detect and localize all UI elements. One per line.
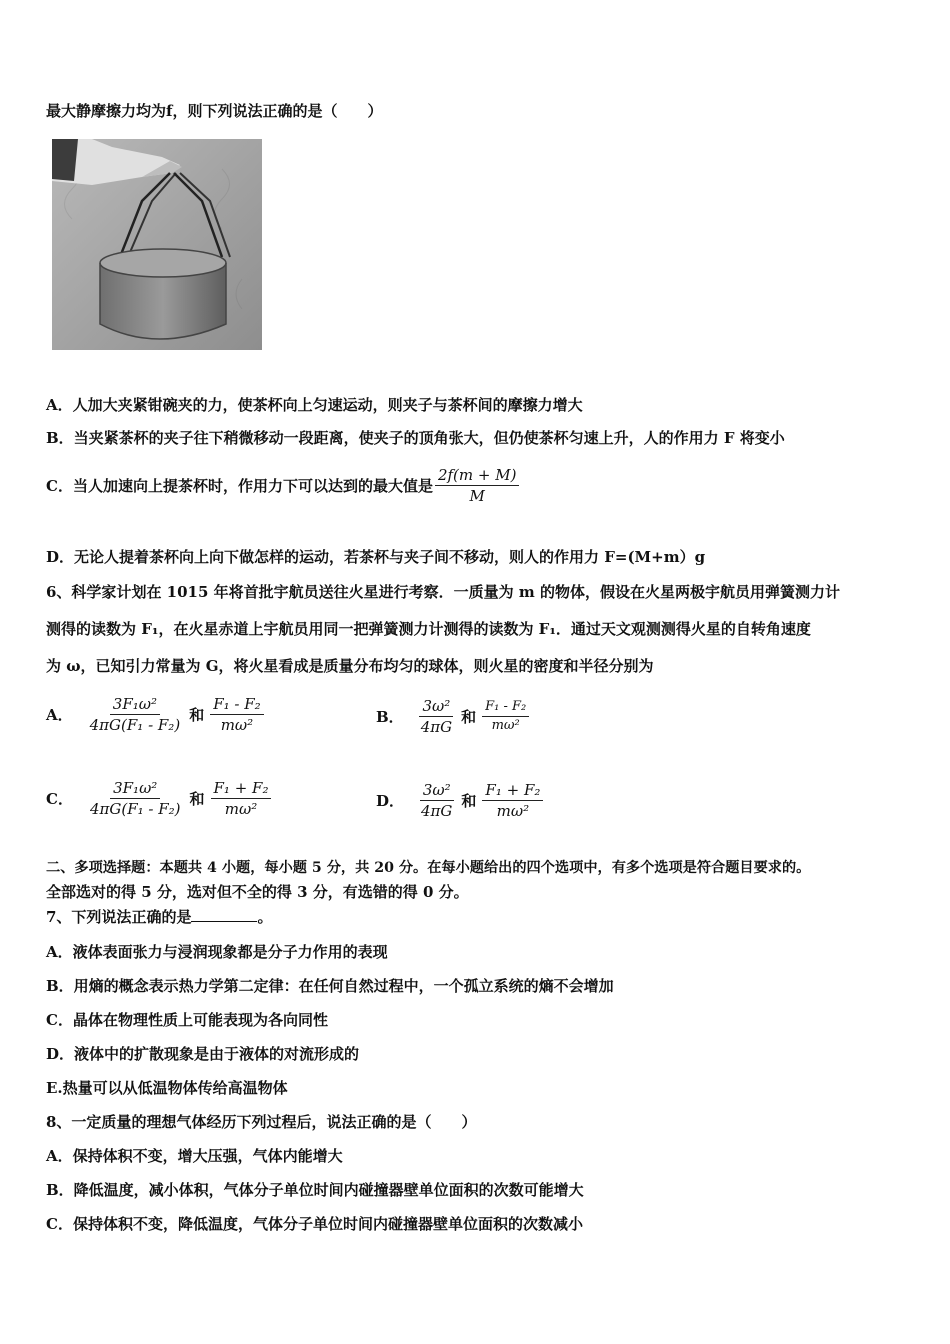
q6-stem-line-3: 为 ω，已知引力常量为 G，将火星看成是质量分布均匀的球体，则火星的密度和半径分别为 (46, 657, 654, 675)
density-fraction (87, 694, 184, 735)
tea-cup-clamp-photo (52, 139, 262, 350)
q7-stem (46, 907, 272, 927)
fraction-denominator: mω² (224, 800, 258, 818)
q6-stem-line-1: 6、科学家计划在 1015 年将首批宇航员送往火星进行考察．一质量为 m 的物体，假设在火星两极宇航员用弹簧测力计 (46, 583, 840, 601)
and-word: 和 (189, 706, 205, 724)
section2-heading-line-2: 全部选对的得 5 分，选对但不全的得 3 分，有选错的得 0 分。 (46, 883, 469, 901)
and-word: 和 (461, 708, 477, 726)
fraction-numerator: F₁ - F₂ (210, 694, 263, 715)
fraction-numerator: F₁ - F₂ (482, 698, 529, 717)
fraction-denominator: 4πG (420, 718, 453, 736)
q5-option-c (46, 465, 521, 506)
option-label: D． (376, 792, 405, 810)
q7-option-a: A．液体表面张力与浸润现象都是分子力作用的表现 (46, 943, 388, 961)
q7-option-c: C．晶体在物理性质上可能表现为各向同性 (46, 1011, 328, 1029)
fraction-denominator: M (469, 487, 485, 505)
radius-fraction (211, 778, 272, 819)
density-fraction (87, 778, 184, 819)
q8-option-a: A．保持体积不变，增大压强，气体内能增大 (46, 1147, 343, 1165)
fraction-denominator: 4πG(F₁ - F₂) (89, 716, 181, 734)
fraction-denominator: mω² (220, 716, 254, 734)
fraction-denominator: 4πG (421, 802, 453, 820)
fraction-denominator: 4πG(F₁ - F₂) (89, 800, 181, 818)
q8-stem: 8、一定质量的理想气体经历下列过程后，说法正确的是（ ） (46, 1113, 477, 1131)
q6-option-d (376, 780, 545, 821)
q6-option-a (46, 694, 266, 735)
q6-option-c (46, 778, 273, 819)
q6-stem-line-2: 测得的读数为 F₁，在火星赤道上宇航员用同一把弹簧测力计测得的读数为 F₁．通过天文观测测得火星的自转角速度 (46, 620, 811, 638)
fraction-denominator: mω² (491, 718, 520, 733)
q5-option-b: B．当夹紧茶杯的夹子往下稍微移动一段距离，使夹子的顶角张大，但仍使茶杯匀速上升，人的作用力 F 将变小 (46, 429, 785, 447)
radius-fraction (210, 694, 263, 735)
fraction-numerator: 3ω² (419, 696, 453, 717)
radius-fraction (482, 698, 529, 735)
and-word: 和 (461, 792, 477, 810)
q5-option-c-fraction (435, 465, 520, 506)
q7-option-e: E.热量可以从低温物体传给高温物体 (46, 1079, 288, 1097)
option-label: A． (46, 706, 73, 724)
fraction-numerator: 3F₁ω² (110, 778, 160, 799)
and-word: 和 (189, 790, 205, 808)
section2-heading-line-1: 二、多项选择题：本题共 4 小题，每小题 5 分，共 20 分。在每小题给出的四个选项中，有多个选项是符合题目要求的。 (46, 860, 811, 876)
q7-option-d: D．液体中的扩散现象是由于液体的对流形成的 (46, 1045, 360, 1063)
q8-option-b: B．降低温度，减小体积，气体分子单位时间内碰撞器壁单位面积的次数可能增大 (46, 1181, 584, 1199)
q7-stem-end: 。 (257, 908, 273, 926)
q5-option-c-text: C．当人加速向上提茶杯时，作用力下可以达到的最大值是 (46, 477, 433, 495)
density-fraction (418, 780, 455, 821)
q8-option-c: C．保持体积不变，降低温度，气体分子单位时间内碰撞器壁单位面积的次数减小 (46, 1215, 583, 1233)
q7-stem-text: 7、下列说法正确的是 (46, 908, 192, 926)
option-label: C． (46, 790, 73, 808)
q5-stem-tail: 最大静摩擦力均为f，则下列说法正确的是（ ） (46, 102, 383, 120)
radius-fraction (482, 780, 543, 821)
fraction-numerator: 3F₁ω² (110, 694, 160, 715)
q7-option-b: B．用熵的概念表示热力学第二定律：在任何自然过程中，一个孤立系统的熵不会增加 (46, 977, 614, 995)
fraction-numerator: F₁ + F₂ (482, 780, 543, 801)
density-fraction (418, 696, 455, 737)
fraction-numerator: 3ω² (420, 780, 454, 801)
q6-option-b (376, 696, 531, 737)
q5-option-d: D．无论人提着茶杯向上向下做怎样的运动，若茶杯与夹子间不移动，则人的作用力 F=(M+m）g (46, 548, 706, 566)
option-label: B． (376, 708, 404, 726)
fraction-denominator: mω² (496, 802, 530, 820)
fraction-numerator: F₁ + F₂ (211, 778, 272, 799)
answer-blank (191, 907, 257, 922)
q5-option-a: A．人加大夹紧钳碗夹的力，使茶杯向上匀速运动，则夹子与茶杯间的摩擦力增大 (46, 396, 583, 414)
fraction-numerator: 2f(m + M) (435, 465, 520, 486)
